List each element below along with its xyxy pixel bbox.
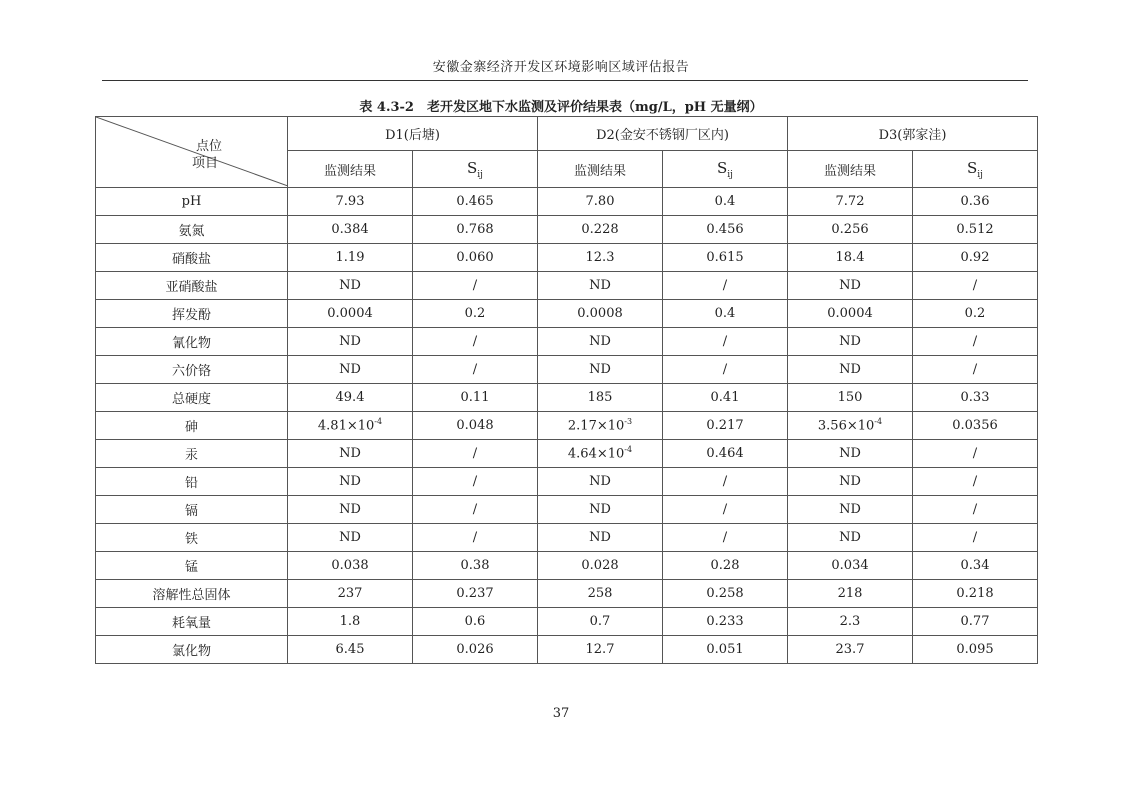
d3-index: 0.33: [913, 384, 1038, 412]
d1-result: 7.93: [288, 188, 413, 216]
d3-index: 0.77: [913, 608, 1038, 636]
d3-result: 218: [788, 580, 913, 608]
d1-index: /: [413, 440, 538, 468]
item-cell: 硝酸盐: [96, 244, 288, 272]
table-caption: 表 4.3-2 老开发区地下水监测及评价结果表（mg/L，pH 无量纲）: [359, 100, 763, 115]
d1-result: ND: [288, 328, 413, 356]
d3-index: 0.36: [913, 188, 1038, 216]
d3-result: ND: [788, 328, 913, 356]
d3-result: 0.034: [788, 552, 913, 580]
d3-result: 150: [788, 384, 913, 412]
d3-result: $3.56\times 10^{-4}$: [788, 412, 913, 440]
d1-result: 1.8: [288, 608, 413, 636]
table-row: [96, 272, 1038, 300]
d2-result: 0.7: [538, 608, 663, 636]
d2-result: 258: [538, 580, 663, 608]
d3-result: 0.0004: [788, 300, 913, 328]
item-cell: 汞: [96, 440, 288, 468]
d3-index: 0.92: [913, 244, 1038, 272]
table-row: [96, 300, 1038, 328]
item-cell: 铅: [96, 468, 288, 496]
item-cell: 耗氧量: [96, 608, 288, 636]
d1-result: 0.384: [288, 216, 413, 244]
header-divider: [102, 80, 1028, 81]
d2-result: $4.64\times 10^{-4}$: [538, 440, 663, 468]
d3-result: 23.7: [788, 636, 913, 664]
d2-result: ND: [538, 468, 663, 496]
d3-index: 0.512: [913, 216, 1038, 244]
table-row: [96, 608, 1038, 636]
d3-result: 0.256: [788, 216, 913, 244]
d2-result: 0.228: [538, 216, 663, 244]
table-row: [96, 244, 1038, 272]
d3-result: ND: [788, 356, 913, 384]
item-cell: 溶解性总固体: [96, 580, 288, 608]
d1-index: /: [413, 356, 538, 384]
d2-index: /: [663, 496, 788, 524]
d1-index: 0.768: [413, 216, 538, 244]
item-cell: 氯化物: [96, 636, 288, 664]
d2-index: 0.051: [663, 636, 788, 664]
item-cell: 氰化物: [96, 328, 288, 356]
header-row-sites: [96, 117, 1038, 151]
d2-result: ND: [538, 328, 663, 356]
d1-result: $4.81\times 10^{-4}$: [288, 412, 413, 440]
d3-index: /: [913, 496, 1038, 524]
d1-index: 0.026: [413, 636, 538, 664]
d3-result: ND: [788, 524, 913, 552]
d3-result: ND: [788, 496, 913, 524]
d2-index: 0.464: [663, 440, 788, 468]
d3-index: 0.2: [913, 300, 1038, 328]
corner-label-item: 项目: [192, 156, 219, 171]
d3-result: 18.4: [788, 244, 913, 272]
index-header: $S_{ij}$: [913, 151, 1038, 188]
index-header: $S_{ij}$: [413, 151, 538, 188]
d1-index: 0.048: [413, 412, 538, 440]
d1-index: 0.11: [413, 384, 538, 412]
item-cell: pH: [96, 188, 288, 216]
table-row: [96, 636, 1038, 664]
result-header: 监测结果: [788, 151, 913, 188]
d2-index: 0.258: [663, 580, 788, 608]
d2-result: 12.7: [538, 636, 663, 664]
corner-label-site: 点位: [196, 139, 223, 154]
d3-index: 0.095: [913, 636, 1038, 664]
table-row: [96, 524, 1038, 552]
table-row: [96, 328, 1038, 356]
d2-result: ND: [538, 356, 663, 384]
table-row: [96, 580, 1038, 608]
d3-result: 2.3: [788, 608, 913, 636]
d2-result: 7.80: [538, 188, 663, 216]
d3-index: /: [913, 524, 1038, 552]
d3-result: ND: [788, 272, 913, 300]
d2-index: 0.217: [663, 412, 788, 440]
d1-index: /: [413, 328, 538, 356]
d1-result: 1.19: [288, 244, 413, 272]
d1-result: ND: [288, 496, 413, 524]
table-row: [96, 468, 1038, 496]
d3-index: 0.218: [913, 580, 1038, 608]
d1-result: ND: [288, 524, 413, 552]
d3-index: 0.34: [913, 552, 1038, 580]
d2-result: ND: [538, 272, 663, 300]
d1-index: /: [413, 272, 538, 300]
d2-index: 0.233: [663, 608, 788, 636]
d2-index: 0.456: [663, 216, 788, 244]
d2-index: /: [663, 524, 788, 552]
item-cell: 挥发酚: [96, 300, 288, 328]
d2-result: 0.028: [538, 552, 663, 580]
d3-index: /: [913, 356, 1038, 384]
d1-index: 0.237: [413, 580, 538, 608]
d3-index: /: [913, 328, 1038, 356]
table-row: [96, 412, 1038, 440]
table-row: [96, 552, 1038, 580]
d1-index: /: [413, 468, 538, 496]
d1-index: /: [413, 496, 538, 524]
d2-index: /: [663, 468, 788, 496]
site-header-d2: D2(金安不锈钢厂区内): [538, 117, 788, 151]
d2-result: 0.0008: [538, 300, 663, 328]
item-cell: 锰: [96, 552, 288, 580]
d3-result: ND: [788, 468, 913, 496]
result-header: 监测结果: [538, 151, 663, 188]
item-cell: 氨氮: [96, 216, 288, 244]
d2-index: /: [663, 328, 788, 356]
d1-result: 6.45: [288, 636, 413, 664]
d2-index: 0.28: [663, 552, 788, 580]
d1-result: ND: [288, 468, 413, 496]
d2-index: 0.41: [663, 384, 788, 412]
index-header: $S_{ij}$: [663, 151, 788, 188]
site-header-d1: D1(后塘): [288, 117, 538, 151]
table-row: [96, 188, 1038, 216]
d1-result: ND: [288, 356, 413, 384]
table-row: [96, 496, 1038, 524]
page-number: 37: [552, 706, 570, 721]
d1-index: 0.465: [413, 188, 538, 216]
item-cell: 总硬度: [96, 384, 288, 412]
item-cell: 砷: [96, 412, 288, 440]
d3-result: 7.72: [788, 188, 913, 216]
d2-index: 0.4: [663, 188, 788, 216]
d1-result: 49.4: [288, 384, 413, 412]
d2-result: $2.17\times 10^{-3}$: [538, 412, 663, 440]
d2-index: 0.615: [663, 244, 788, 272]
d1-index: 0.38: [413, 552, 538, 580]
d2-result: ND: [538, 524, 663, 552]
table-row: [96, 440, 1038, 468]
d2-result: ND: [538, 496, 663, 524]
table-row: [96, 216, 1038, 244]
d2-result: 12.3: [538, 244, 663, 272]
item-cell: 六价铬: [96, 356, 288, 384]
d1-index: /: [413, 524, 538, 552]
d1-index: 0.2: [413, 300, 538, 328]
d1-index: 0.060: [413, 244, 538, 272]
site-header-d3: D3(郭家洼): [788, 117, 1038, 151]
corner-header-cell: [96, 117, 288, 188]
item-cell: 亚硝酸盐: [96, 272, 288, 300]
item-cell: 铁: [96, 524, 288, 552]
d1-result: ND: [288, 440, 413, 468]
d3-index: /: [913, 468, 1038, 496]
d3-result: ND: [788, 440, 913, 468]
d3-index: /: [913, 272, 1038, 300]
d1-index: 0.6: [413, 608, 538, 636]
result-header: 监测结果: [288, 151, 413, 188]
d2-result: 185: [538, 384, 663, 412]
d3-index: /: [913, 440, 1038, 468]
d1-result: 237: [288, 580, 413, 608]
table-row: [96, 384, 1038, 412]
d2-index: /: [663, 272, 788, 300]
item-cell: 镉: [96, 496, 288, 524]
d1-result: ND: [288, 272, 413, 300]
d1-result: 0.0004: [288, 300, 413, 328]
d1-result: 0.038: [288, 552, 413, 580]
page-header-title: 安徽金寨经济开发区环境影响区域评估报告: [432, 60, 690, 75]
table-row: [96, 356, 1038, 384]
d2-index: 0.4: [663, 300, 788, 328]
monitoring-results-table: [95, 116, 1038, 664]
d2-index: /: [663, 356, 788, 384]
d3-index: 0.0356: [913, 412, 1038, 440]
